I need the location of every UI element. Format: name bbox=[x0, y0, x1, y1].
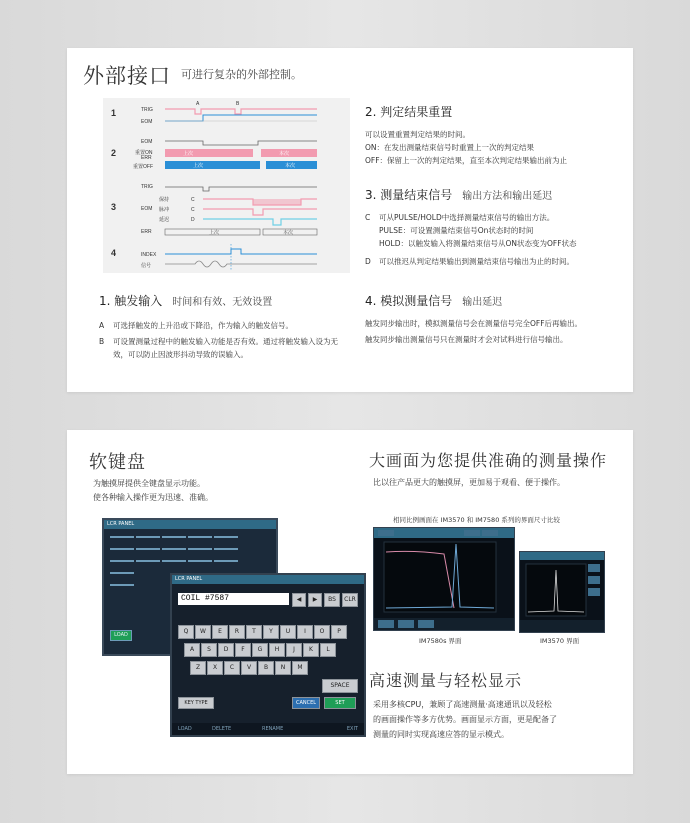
signal-label: TRIG bbox=[141, 184, 153, 190]
row-number: 3 bbox=[111, 202, 117, 212]
item-key: A bbox=[99, 321, 105, 330]
signal-label: INDEX bbox=[141, 252, 157, 258]
item-title: 2. 判定结果重置 bbox=[365, 105, 453, 119]
item-note: 输出延迟 bbox=[462, 297, 503, 308]
load-label: LOAD bbox=[178, 726, 192, 732]
item-analog-signal bbox=[365, 292, 620, 346]
item-line: 触发同步输出测量信号只在测量时才会对试料进行信号输出。 bbox=[365, 335, 568, 344]
item-line: HOLD：以触发输入将测量结束信号从ON状态变为OFF状态 bbox=[379, 239, 577, 248]
item-key bbox=[365, 224, 379, 237]
signal-label: 延迟 bbox=[159, 217, 170, 223]
row-number: 1 bbox=[111, 108, 117, 118]
soft-keyboard-screenshot bbox=[102, 518, 362, 743]
item-title: 1. 触发输入 bbox=[99, 294, 163, 308]
item-note: 时间和有效、无效设置 bbox=[172, 297, 273, 308]
func-button bbox=[136, 548, 160, 550]
signal-label: 信号 bbox=[141, 263, 152, 269]
key-a[interactable]: A bbox=[184, 643, 200, 657]
space-key[interactable]: SPACE bbox=[322, 679, 358, 693]
item-note: 输出方法和输出延迟 bbox=[462, 191, 553, 202]
keyboard-title: 软键盘 bbox=[89, 452, 146, 473]
key-y[interactable]: Y bbox=[263, 625, 279, 639]
signal-label: 保持 bbox=[159, 197, 170, 203]
compare-caption: 相同比例画面在 IM3570 和 IM7580 系列的界面尺寸比较 bbox=[393, 516, 560, 524]
left-arrow-key[interactable]: ◀ bbox=[292, 593, 306, 607]
func-button bbox=[188, 548, 212, 550]
keyboard-screen bbox=[170, 573, 366, 737]
func-button bbox=[110, 560, 134, 562]
exit-label: EXIT bbox=[346, 726, 358, 732]
key-w[interactable]: W bbox=[195, 625, 211, 639]
this-label: 本次 bbox=[285, 163, 296, 169]
item-line: 可以推迟从判定结果输出到测量结束信号输出为止的时间。 bbox=[379, 257, 574, 266]
marker-a: A bbox=[196, 101, 200, 107]
key-type-button[interactable]: KEY TYPE bbox=[178, 697, 214, 709]
item-key: B bbox=[99, 337, 105, 346]
key-j[interactable]: J bbox=[286, 643, 302, 657]
key-n[interactable]: N bbox=[275, 661, 291, 675]
label-im7580: IM7580s 界面 bbox=[419, 637, 462, 645]
key-l[interactable]: L bbox=[320, 643, 336, 657]
text-input[interactable]: COIL #7587 bbox=[178, 593, 289, 605]
clr-key[interactable]: CLR bbox=[342, 593, 358, 607]
key-h[interactable]: H bbox=[269, 643, 285, 657]
item-title: 4. 模拟测量信号 bbox=[365, 294, 453, 308]
speed-title: 高速测量与轻松显示 bbox=[369, 671, 523, 690]
key-b[interactable]: B bbox=[258, 661, 274, 675]
desc-line: 的画面操作等多方优势。画面显示方面，更是配备了 bbox=[373, 715, 557, 724]
key-f[interactable]: F bbox=[235, 643, 251, 657]
key-e[interactable]: E bbox=[212, 625, 228, 639]
marker-c: C bbox=[191, 197, 195, 203]
item-result-reset bbox=[365, 103, 620, 167]
func-button bbox=[136, 536, 160, 538]
key-t[interactable]: T bbox=[246, 625, 262, 639]
key-m[interactable]: M bbox=[292, 661, 308, 675]
item-line: OFF：保留上一次的判定结果，直至本次判定结果输出前为止 bbox=[365, 156, 568, 165]
func-button bbox=[162, 560, 186, 562]
key-u[interactable]: U bbox=[280, 625, 296, 639]
marker-b: B bbox=[236, 101, 240, 107]
func-button bbox=[110, 572, 134, 574]
key-v[interactable]: V bbox=[241, 661, 257, 675]
signal-label: ERR bbox=[141, 229, 152, 235]
key-k[interactable]: K bbox=[303, 643, 319, 657]
signal-label: EOM bbox=[141, 139, 153, 145]
row-number: 4 bbox=[111, 248, 117, 258]
im3570-graph bbox=[520, 552, 604, 632]
signal-label: EOM bbox=[141, 119, 153, 125]
signal-label: EOM bbox=[141, 206, 153, 212]
key-i[interactable]: I bbox=[297, 625, 313, 639]
keyboard-desc bbox=[93, 477, 213, 505]
prev-label: 上次 bbox=[209, 230, 220, 236]
im7580-graph bbox=[374, 528, 514, 630]
bs-key[interactable]: BS bbox=[324, 593, 340, 607]
bottom-bar bbox=[172, 723, 364, 735]
item-key: D bbox=[365, 257, 371, 266]
item-line: 可以设置重置判定结果的时间。 bbox=[365, 130, 470, 139]
screen-header: LCR PANEL bbox=[104, 520, 276, 529]
row-number: 2 bbox=[111, 148, 117, 158]
prev-label: 上次 bbox=[183, 151, 194, 157]
key-d[interactable]: D bbox=[218, 643, 234, 657]
features-card bbox=[67, 430, 633, 774]
item-key bbox=[365, 237, 379, 250]
key-p[interactable]: P bbox=[331, 625, 347, 639]
key-s[interactable]: S bbox=[201, 643, 217, 657]
this-label: 本次 bbox=[279, 151, 290, 157]
key-z[interactable]: Z bbox=[190, 661, 206, 675]
label-im3570: IM3570 界面 bbox=[540, 637, 580, 645]
prev-label: 上次 bbox=[193, 163, 204, 169]
item-line: 触发同步输出时，模拟测量信号会在测量信号完全OFF后再输出。 bbox=[365, 319, 583, 328]
bigscreen-desc: 比以往产品更大的触摸屏，更加易于观看、便于操作。 bbox=[373, 478, 565, 487]
func-button bbox=[214, 560, 238, 562]
external-interface-card bbox=[67, 48, 633, 392]
delete-label: DELETE bbox=[212, 726, 232, 732]
item-line: ON：在发出测量结束信号时重置上一次的判定结果 bbox=[365, 143, 535, 152]
signal-label: 重置ON bbox=[135, 150, 153, 156]
item-key: C bbox=[365, 213, 371, 222]
bigscreen-title: 大画面为您提供准确的测量操作 bbox=[369, 451, 608, 470]
func-button bbox=[110, 536, 134, 538]
func-button bbox=[214, 548, 238, 550]
desc-line: 为触摸屏提供全键盘显示功能。 bbox=[93, 479, 205, 488]
item-eom-signal bbox=[365, 186, 620, 268]
rename-label: RENAME bbox=[262, 726, 284, 732]
func-button bbox=[110, 548, 134, 550]
desc-line: 采用多核CPU，兼顾了高速测量·高速通讯以及轻松 bbox=[373, 700, 552, 709]
signal-label: TRIG bbox=[141, 107, 153, 113]
key-o[interactable]: O bbox=[314, 625, 330, 639]
func-button bbox=[162, 536, 186, 538]
speed-desc bbox=[373, 697, 557, 742]
func-button bbox=[136, 560, 160, 562]
key-g[interactable]: G bbox=[252, 643, 268, 657]
marker-c: C bbox=[191, 207, 195, 213]
key-r[interactable]: R bbox=[229, 625, 245, 639]
key-q[interactable]: Q bbox=[178, 625, 194, 639]
item-title: 3. 测量结束信号 bbox=[365, 188, 453, 202]
im3570-screen bbox=[519, 551, 605, 633]
item-line: 可从PULSE/HOLD中选择测量结束信号的输出方法。 bbox=[379, 213, 555, 222]
desc-line: 测量的同时实现高速应答的显示模式。 bbox=[373, 730, 509, 739]
set-button[interactable]: SET bbox=[324, 697, 356, 709]
timing-diagram bbox=[103, 98, 350, 273]
right-arrow-key[interactable]: ▶ bbox=[308, 593, 322, 607]
signal-label: 脉冲 bbox=[159, 207, 170, 213]
key-x[interactable]: X bbox=[207, 661, 223, 675]
func-button bbox=[188, 536, 212, 538]
section-title: 外部接口 bbox=[83, 64, 171, 88]
item-line: PULSE：可设置测量结束信号On状态时的时间 bbox=[379, 226, 534, 235]
item-line: 可设置测量过程中的触发输入功能是否有效。通过将触发输入设为无效，可以防止因波形抖动导致的误输入。 bbox=[113, 337, 338, 359]
signal-label: 重置OFF bbox=[133, 164, 153, 170]
section-subtitle: 可进行复杂的外部控制。 bbox=[181, 68, 302, 81]
signal-label: ERR bbox=[141, 155, 152, 161]
func-button bbox=[214, 536, 238, 538]
item-line: 可选择触发的上升沿或下降沿，作为输入的触发信号。 bbox=[113, 321, 293, 330]
func-button bbox=[110, 584, 134, 586]
im7580-screen bbox=[373, 527, 515, 631]
screen-header: LCR PANEL bbox=[172, 575, 364, 584]
load-button: LOAD bbox=[110, 630, 132, 641]
func-button bbox=[162, 548, 186, 550]
desc-line: 使各种输入操作更为迅速、准确。 bbox=[93, 493, 213, 502]
func-button bbox=[188, 560, 212, 562]
this-label: 本次 bbox=[283, 230, 294, 236]
cancel-button[interactable]: CANCEL bbox=[292, 697, 320, 709]
marker-d: D bbox=[191, 217, 195, 223]
item-trigger-input bbox=[99, 292, 349, 361]
key-c[interactable]: C bbox=[224, 661, 240, 675]
